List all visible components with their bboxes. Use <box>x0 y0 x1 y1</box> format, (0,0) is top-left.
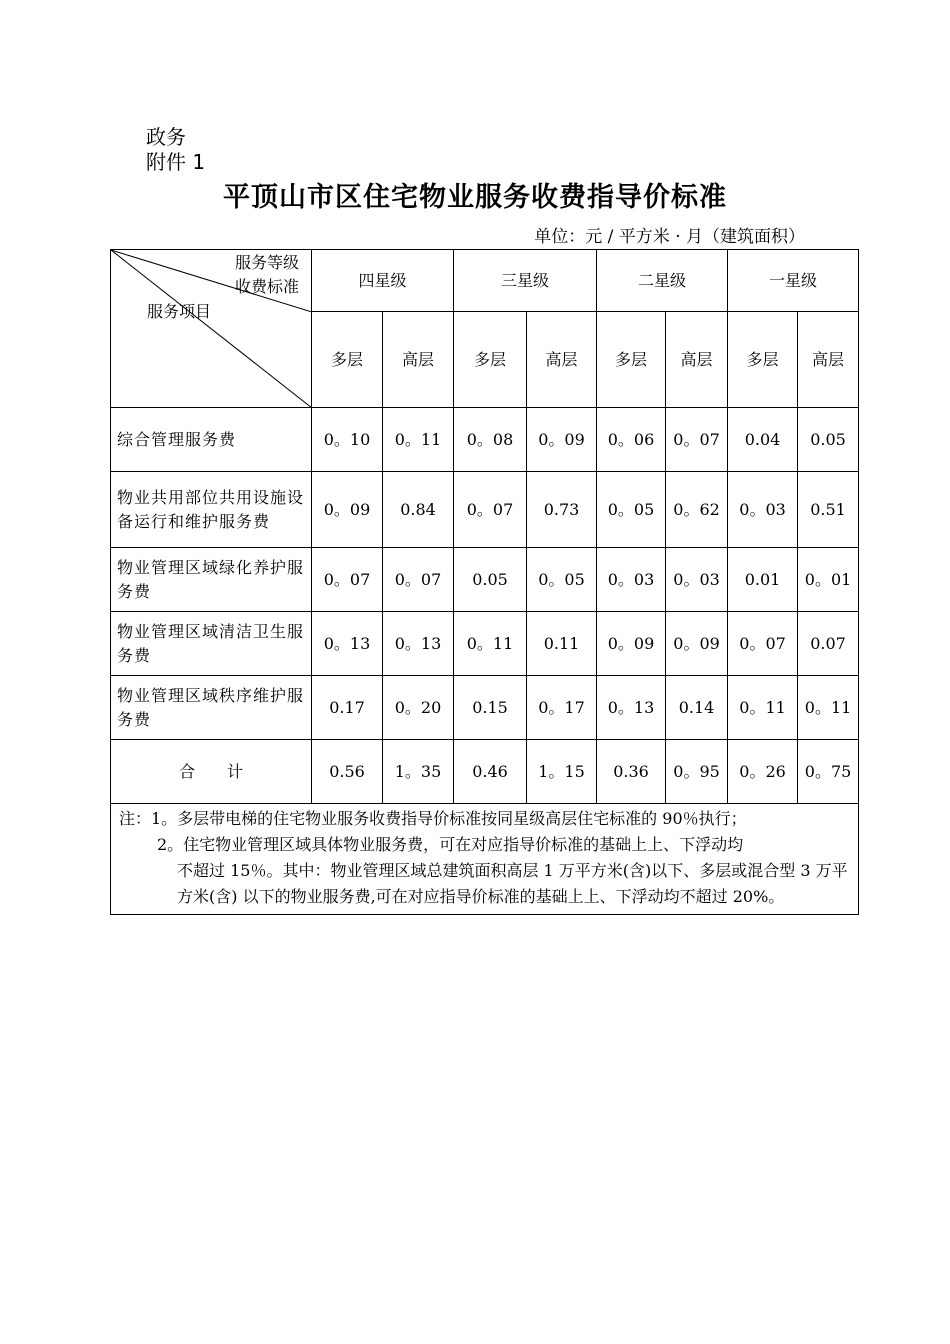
table-row <box>111 676 859 740</box>
value-cell: 0。11 <box>454 612 527 676</box>
total-cell: 0.36 <box>597 740 666 804</box>
value-cell: 0.07 <box>798 612 859 676</box>
subheader-cell: 高层 <box>383 312 454 408</box>
total-cell: 1。35 <box>383 740 454 804</box>
value-cell: 0。13 <box>383 612 454 676</box>
attachment-label: 附件 1 <box>146 150 206 174</box>
total-label-part: 计 <box>227 761 244 781</box>
subheader-cell: 高层 <box>666 312 728 408</box>
subheader-cell: 高层 <box>527 312 597 408</box>
grade-header: 三星级 <box>454 250 597 312</box>
grade-header: 四星级 <box>312 250 454 312</box>
value-cell: 0.15 <box>454 676 527 740</box>
value-cell: 0。07 <box>666 408 728 472</box>
value-cell: 0。10 <box>312 408 383 472</box>
value-cell: 0.04 <box>728 408 798 472</box>
value-cell: 0。06 <box>597 408 666 472</box>
value-cell: 0。17 <box>527 676 597 740</box>
value-cell: 0。09 <box>527 408 597 472</box>
value-cell: 0。11 <box>383 408 454 472</box>
total-row <box>111 740 859 804</box>
row-item-label: 综合管理服务费 <box>111 408 312 472</box>
note-line-1: 注：1。多层带电梯的住宅物业服务收费指导价标准按同星级高层住宅标准的 90％执行； <box>119 809 747 828</box>
total-cell: 0。95 <box>666 740 728 804</box>
value-cell: 0。09 <box>666 612 728 676</box>
price-table <box>110 249 859 915</box>
value-cell: 0。07 <box>312 548 383 612</box>
value-cell: 0。11 <box>728 676 798 740</box>
total-cell: 1。15 <box>527 740 597 804</box>
table-row <box>111 408 859 472</box>
value-cell: 0。09 <box>312 472 383 548</box>
value-cell: 0。20 <box>383 676 454 740</box>
notes-cell <box>111 804 859 915</box>
total-cell: 0.56 <box>312 740 383 804</box>
total-cell: 0.46 <box>454 740 527 804</box>
note-line-3: 不超过 15％。其中：物业管理区域总建筑面积高层 1 万平方米(含)以下、多层或混合型 3 万平方米(含) 以下的物业服务费,可在对应指导价标准的基础上上、下浮动均不超过 20%。 <box>177 861 848 906</box>
standard-label: 收费标准 <box>234 277 299 296</box>
value-cell: 0。09 <box>597 612 666 676</box>
total-label <box>111 740 312 804</box>
row-item-label: 物业管理区域绿化养护服务费 <box>111 548 312 612</box>
value-cell: 0。07 <box>728 612 798 676</box>
table-row <box>111 548 859 612</box>
header-tag: 政务 <box>146 125 186 149</box>
value-cell: 0.84 <box>383 472 454 548</box>
value-cell: 0。07 <box>454 472 527 548</box>
total-label-part: 合 <box>178 761 195 781</box>
note-line-2: 2。住宅物业管理区域具体物业服务费，可在对应指导价标准的基础上上、下浮动均 <box>157 835 744 854</box>
total-cell: 0。26 <box>728 740 798 804</box>
value-cell: 0.05 <box>798 408 859 472</box>
table-row <box>111 472 859 548</box>
page-title: 平顶山市区住宅物业服务收费指导价标准 <box>223 182 727 213</box>
value-cell: 0。62 <box>666 472 728 548</box>
value-cell: 0.05 <box>454 548 527 612</box>
value-cell: 0。03 <box>666 548 728 612</box>
subheader-cell: 多层 <box>454 312 527 408</box>
value-cell: 0。13 <box>597 676 666 740</box>
value-cell: 0。08 <box>454 408 527 472</box>
total-cell: 0。75 <box>798 740 859 804</box>
value-cell: 0。13 <box>312 612 383 676</box>
value-cell: 0.51 <box>798 472 859 548</box>
grade-header: 二星级 <box>597 250 728 312</box>
value-cell: 0.73 <box>527 472 597 548</box>
value-cell: 0.01 <box>728 548 798 612</box>
subheader-cell: 多层 <box>728 312 798 408</box>
corner-header-cell <box>111 250 312 408</box>
value-cell: 0.17 <box>312 676 383 740</box>
value-cell: 0.14 <box>666 676 728 740</box>
table-row <box>111 612 859 676</box>
value-cell: 0。03 <box>728 472 798 548</box>
value-cell: 0。01 <box>798 548 859 612</box>
item-label: 服务项目 <box>147 302 212 321</box>
value-cell: 0。07 <box>383 548 454 612</box>
value-cell: 0。03 <box>597 548 666 612</box>
value-cell: 0。11 <box>798 676 859 740</box>
corner-top-labels <box>235 251 299 299</box>
row-item-label: 物业共用部位共用设施设备运行和维护服务费 <box>111 472 312 548</box>
value-cell: 0.11 <box>527 612 597 676</box>
grade-header: 一星级 <box>728 250 859 312</box>
row-item-label: 物业管理区域秩序维护服务费 <box>111 676 312 740</box>
value-cell: 0。05 <box>597 472 666 548</box>
subheader-cell: 高层 <box>798 312 859 408</box>
grade-label: 服务等级 <box>234 253 299 272</box>
subheader-cell: 多层 <box>597 312 666 408</box>
row-item-label: 物业管理区域清洁卫生服务费 <box>111 612 312 676</box>
value-cell: 0。05 <box>527 548 597 612</box>
unit-note: 单位：元 / 平方米 · 月（建筑面积） <box>534 227 805 247</box>
subheader-cell: 多层 <box>312 312 383 408</box>
